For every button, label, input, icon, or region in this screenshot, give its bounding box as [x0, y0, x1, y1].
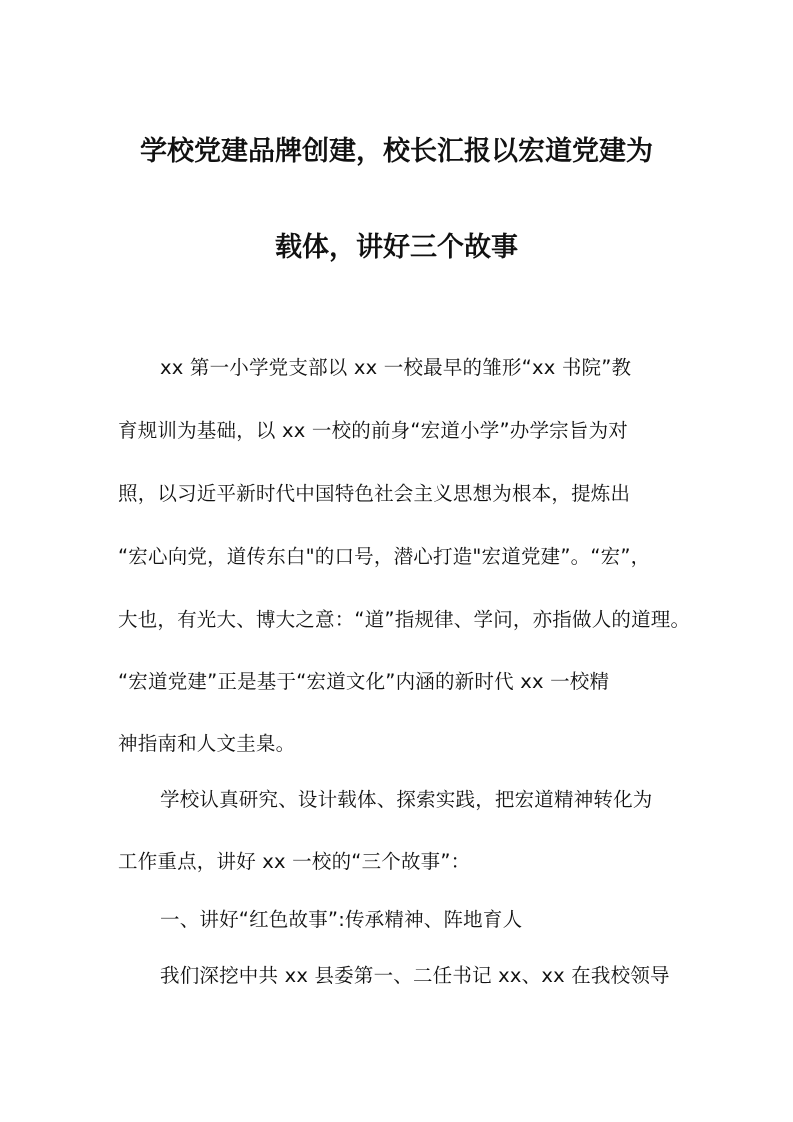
- paragraph-1-line-1: xx 第一小学党支部以 xx 一校最早的雏形“xx 书院”教: [160, 356, 632, 379]
- document-title-line-2: 载体，讲好三个故事: [275, 232, 518, 263]
- section-heading-1: 一、讲好“红色故事”:传承精神、阵地育人: [160, 908, 523, 931]
- paragraph-2-line-2: 工作重点，讲好 xx 一校的“三个故事”：: [118, 850, 471, 873]
- paragraph-1-line-5: 大也，有光大、博大之意：“道”指规律、学问，亦指做人的道理。: [118, 608, 691, 631]
- paragraph-1-line-4: “宏心向党，道传东白"的口号，潜心打造"宏道党建”。“宏”，: [118, 545, 651, 568]
- paragraph-1-line-7: 神指南和人文圭臬。: [118, 732, 296, 755]
- paragraph-1-line-2: 育规训为基础，以 xx 一校的前身“宏道小学”办学宗旨为对: [118, 419, 628, 442]
- paragraph-3-line-1: 我们深挖中共 xx 县委第一、二任书记 xx、xx 在我校领导: [160, 964, 670, 987]
- paragraph-2-line-1: 学校认真研究、设计载体、探索实践，把宏道精神转化为: [160, 788, 653, 811]
- document-title-line-1: 学校党建品牌创建，校长汇报以宏道党建为: [140, 136, 653, 167]
- paragraph-1-line-6: “宏道党建”正是基于“宏道文化”内涵的新时代 xx 一校精: [118, 670, 610, 693]
- paragraph-1-line-3: 照，以习近平新时代中国特色社会主义思想为根本，提炼出: [118, 482, 631, 505]
